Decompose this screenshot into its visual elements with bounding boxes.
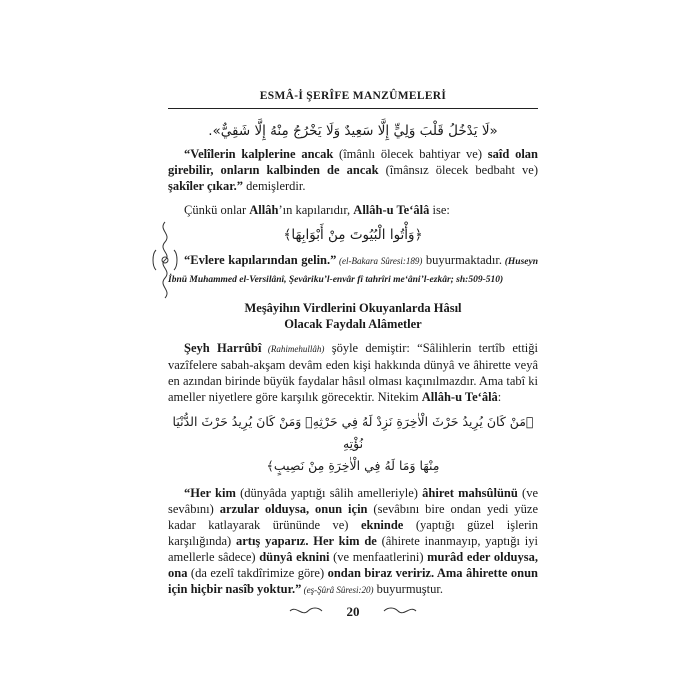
text: şöyle demiştir: “Sâlihlerin tertîb ettiği vazîfelere sabah-akşam devâm eden kişi hakkında dünyâ ve âhirette veyâ en azından birinde büyük faydalar hâsıl olması kaçınılmazdır. Ama tabî ki ameller niyetlere göre karşılık görecektir. Nitekim — [168, 341, 539, 404]
page-body — [168, 120, 538, 598]
text: (ve menfaatlerini) — [329, 550, 428, 564]
arabic-verse: ﴿وَأْتُوا الْبُيُوتَ مِنْ أَبْوَابِهَا﴾ — [283, 227, 423, 243]
text-bold: ekninde — [360, 518, 404, 532]
text: buyurmuştur. — [373, 582, 443, 596]
text-bold: âhiret mahsûlünü — [422, 486, 518, 500]
paragraph-verse-meaning — [168, 252, 538, 288]
arabic-verse-line2: مِنْهَا وَمَا لَهُ فِي الْاٰخِرَةِ مِنْ نَصِيبٍ﴾ — [266, 458, 440, 473]
source-citation: (eş-Şûrâ Sûresi:20) — [301, 585, 374, 595]
text-bold: “Her kim — [184, 486, 236, 500]
text: ise: — [429, 203, 450, 217]
right-swirl-icon — [382, 604, 418, 618]
text: ’ın kapılarıdır, — [278, 203, 354, 217]
text: (sevâbını bire ondan yedi yüze kadar katlayarak ürününde ve) — [168, 502, 538, 532]
text-bold: Allâh-u Te‘âlâ — [353, 203, 430, 217]
text-bold: murâd eder olduysa, ona — [168, 550, 538, 580]
text: (îmânlı ölecek bahtiyar ve) — [333, 147, 488, 161]
page-footer — [168, 600, 538, 626]
honorific: (Rahimehullâh) — [261, 344, 325, 354]
text: buyurmaktadır. — [422, 253, 502, 267]
section-heading — [168, 300, 538, 332]
paragraph-translation — [168, 146, 538, 194]
text: demişlerdir. — [243, 179, 306, 193]
text: (ve sevâbını) — [168, 486, 539, 516]
arabic-verse-line1: ﴿مَنْ كَانَ يُرِيدُ حَرْثَ الْاٰخِرَةِ نَزِدْ لَهُ فِي حَرْثِهِۚ وَمَنْ كَانَ يُرِيدُ حَرْثَ الدُّنْيَا نُؤْتِهِ — [172, 414, 534, 451]
text-bold: Şeyh Harrûbî — [184, 341, 262, 355]
paragraph-gates — [168, 202, 538, 218]
text: (da ezelî takdîrimize göre) — [187, 566, 328, 580]
text-bold: “Evlere kapılarından gelin.” — [184, 253, 337, 267]
paragraph-verse-translation — [168, 485, 538, 598]
paragraph-harrubi — [168, 340, 538, 405]
text-bold: Allâh-u Te‘âlâ — [421, 390, 498, 404]
text-bold: ondan biraz veririz. Ama âhirette onun için hiçbir nasîb yoktur.” — [168, 566, 538, 596]
text: Çünkü onlar — [184, 203, 250, 217]
header-rule — [168, 108, 538, 109]
text: (dünyâda yaptığı sâlih amelleriyle) — [235, 486, 423, 500]
page-number: 20 — [346, 604, 360, 619]
text-bold: Allâh — [249, 203, 279, 217]
text-bold: şakîler çıkar.” — [168, 179, 244, 193]
source-citation: (el-Bakara Sûresi:189) — [336, 256, 423, 266]
text: (âhirete inanmayıp, yaptığı iyi amellerle sâdece) — [168, 534, 539, 564]
section-heading-line: Meşâyihın Virdlerini Okuyanlarda Hâsıl — [244, 301, 462, 315]
text-bold: arzular olduysa, onun için — [219, 502, 368, 516]
arabic-quote: «لَا يَدْخُلُ قَلْبَ وَلِيٍّ إِلَّا سَعِيدٌ وَلَا يَخْرُجُ مِنْهُ إِلَّا شَقِيٌّ». — [208, 123, 498, 139]
running-header: ESMÂ-İ ŞERÎFE MANZÛMELERİ — [259, 90, 447, 102]
text: (îmânsız ölecek bedbaht ve) — [378, 163, 538, 177]
text: : — [497, 390, 502, 404]
text: (yaptığı güzel işlerin karşılığında) — [168, 518, 538, 548]
text-bold: “Velîlerin kalplerine ancak — [184, 147, 334, 161]
reference-citation: (Huseyn İbnü Muhammed el-Versilânî, Şevâriku’l-envâr fî tahrîri me‘âni’l-ezkâr; sh:509-510) — [168, 257, 538, 285]
text-bold: saîd olan girebilir, onların kalbinden de ancak — [168, 147, 538, 177]
text-bold: dünyâ eknini — [259, 550, 330, 564]
text-bold: artış yaparız. Her kim de — [235, 534, 377, 548]
section-heading-line: Olacak Faydalı Alâmetler — [284, 317, 422, 331]
